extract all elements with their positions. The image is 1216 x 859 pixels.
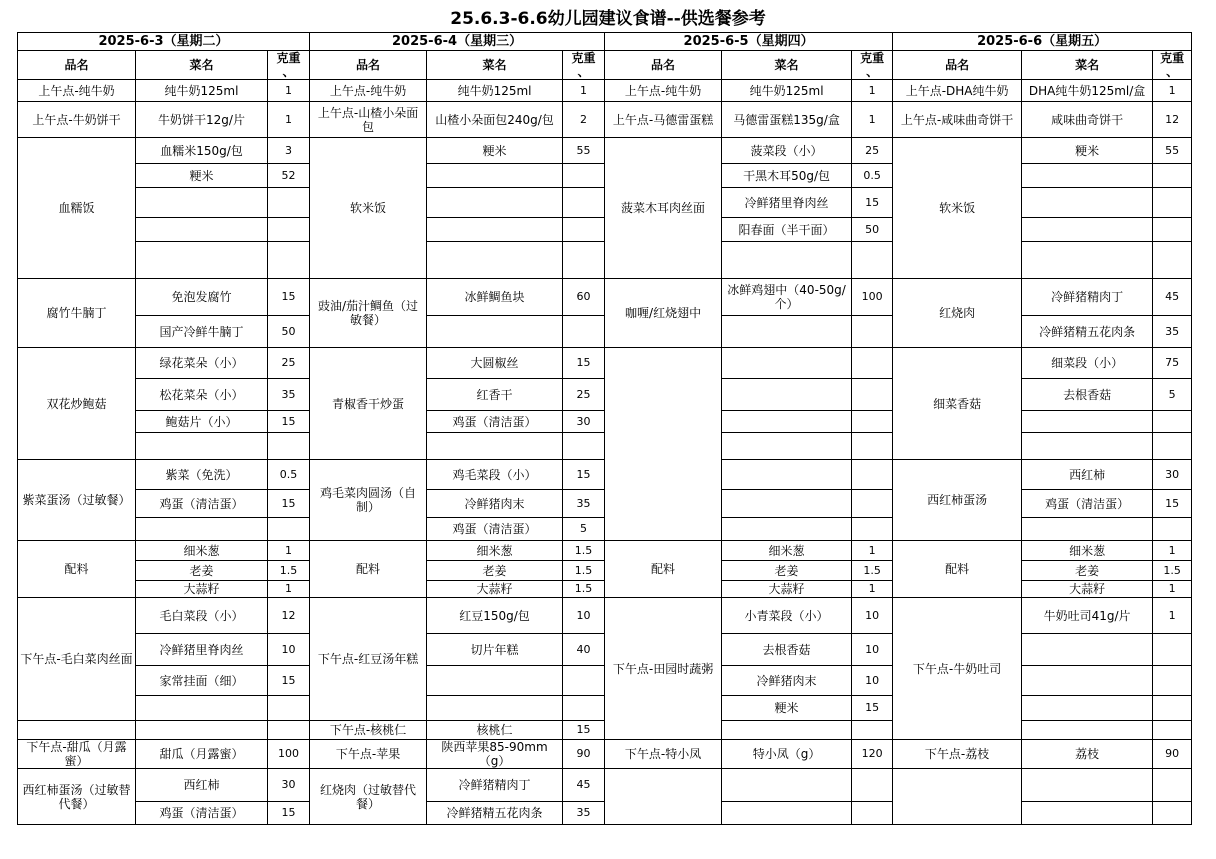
weight-cell[interactable]: 1.5 xyxy=(563,541,605,561)
ingredient-cell[interactable] xyxy=(136,218,268,242)
ingredient-cell[interactable]: 细米葱 xyxy=(136,541,268,561)
column-header-ingredient[interactable]: 菜名 xyxy=(1022,51,1153,80)
ingredient-cell[interactable]: 冷鲜猪里脊肉丝 xyxy=(136,634,268,666)
ingredient-cell[interactable]: 纯牛奶125ml xyxy=(136,80,268,102)
weight-cell[interactable] xyxy=(1153,666,1192,696)
ingredient-cell[interactable] xyxy=(136,721,268,740)
weight-cell[interactable]: 15 xyxy=(563,348,605,379)
weight-cell[interactable]: 100 xyxy=(852,279,893,316)
ingredient-cell[interactable] xyxy=(136,188,268,218)
dish-cell[interactable]: 细菜香菇 xyxy=(893,348,1022,460)
weight-cell[interactable]: 3 xyxy=(268,138,310,164)
ingredient-cell[interactable]: 国产冷鲜牛腩丁 xyxy=(136,316,268,348)
ingredient-cell[interactable] xyxy=(722,379,852,411)
ingredient-cell[interactable]: 甜瓜（月露蜜） xyxy=(136,740,268,769)
ingredient-cell[interactable] xyxy=(1022,433,1153,460)
ingredient-cell[interactable]: 鸡蛋（清洁蛋） xyxy=(427,411,563,433)
ingredient-cell[interactable] xyxy=(722,348,852,379)
ingredient-cell[interactable] xyxy=(722,802,852,825)
column-header-dish[interactable]: 品名 xyxy=(18,51,136,80)
ingredient-cell[interactable] xyxy=(136,518,268,541)
weight-cell[interactable]: 10 xyxy=(268,634,310,666)
dish-cell[interactable]: 软米饭 xyxy=(310,138,427,279)
weight-cell[interactable]: 1 xyxy=(852,80,893,102)
ingredient-cell[interactable]: 牛奶饼干12g/片 xyxy=(136,102,268,138)
weight-cell[interactable] xyxy=(268,242,310,279)
weight-cell[interactable] xyxy=(563,696,605,721)
ingredient-cell[interactable] xyxy=(722,411,852,433)
ingredient-cell[interactable] xyxy=(427,164,563,188)
dish-cell[interactable]: 配料 xyxy=(18,541,136,598)
weight-cell[interactable]: 60 xyxy=(563,279,605,316)
ingredient-cell[interactable]: 老姜 xyxy=(722,561,852,581)
column-header-weight[interactable]: 克重 、 xyxy=(1153,51,1192,80)
ingredient-cell[interactable] xyxy=(722,316,852,348)
ingredient-cell[interactable]: 纯牛奶125ml xyxy=(722,80,852,102)
ingredient-cell[interactable]: 鸡蛋（清洁蛋） xyxy=(136,802,268,825)
ingredient-cell[interactable]: 松花菜朵（小） xyxy=(136,379,268,411)
ingredient-cell[interactable]: 老姜 xyxy=(136,561,268,581)
weight-cell[interactable]: 1 xyxy=(268,102,310,138)
dish-cell[interactable]: 上午点-纯牛奶 xyxy=(18,80,136,102)
weight-cell[interactable]: 1.5 xyxy=(1153,561,1192,581)
weight-cell[interactable]: 2 xyxy=(563,102,605,138)
table-row xyxy=(18,80,1192,102)
ingredient-cell[interactable] xyxy=(1022,666,1153,696)
ingredient-cell[interactable]: 免泡发腐竹 xyxy=(136,279,268,316)
ingredient-cell[interactable]: 冷鲜猪精五花肉条 xyxy=(427,802,563,825)
table-row xyxy=(18,825,1192,853)
weight-cell[interactable]: 35 xyxy=(268,379,310,411)
weight-cell[interactable]: 0.5 xyxy=(852,164,893,188)
dish-cell[interactable]: 血糯饭 xyxy=(18,138,136,279)
weight-cell[interactable]: 10 xyxy=(563,598,605,634)
weight-cell[interactable]: 10 xyxy=(852,634,893,666)
day-date-cell[interactable]: 2025-6-4（星期三） xyxy=(310,33,605,51)
dish-cell[interactable]: 下午点-特小凤 xyxy=(605,740,722,769)
ingredient-cell[interactable] xyxy=(722,518,852,541)
column-header-row xyxy=(18,51,1192,80)
ingredient-cell[interactable]: DHA纯牛奶125ml/盒 xyxy=(1022,80,1153,102)
ingredient-cell[interactable]: 冷鲜猪肉末 xyxy=(427,490,563,518)
weight-cell[interactable] xyxy=(852,769,893,802)
weight-cell[interactable]: 5 xyxy=(1153,379,1192,411)
weight-cell[interactable] xyxy=(1153,433,1192,460)
weight-cell[interactable]: 35 xyxy=(1153,316,1192,348)
weight-cell[interactable] xyxy=(563,188,605,218)
dish-cell[interactable]: 上午点-纯牛奶 xyxy=(605,80,722,102)
weight-cell[interactable]: 15 xyxy=(852,696,893,721)
table-row xyxy=(18,598,1192,634)
weight-cell[interactable]: 55 xyxy=(563,138,605,164)
weight-cell[interactable]: 1 xyxy=(268,581,310,598)
ingredient-cell[interactable]: 切片年糕 xyxy=(427,634,563,666)
dish-cell[interactable]: 下午点-甜瓜（月露蜜） xyxy=(18,740,136,769)
weight-cell[interactable]: 120 xyxy=(852,740,893,769)
ingredient-cell[interactable]: 冰鲜鸡翅中（40-50g/个） xyxy=(722,279,852,316)
day-header-row xyxy=(18,33,1192,51)
weight-cell[interactable]: 0.5 xyxy=(268,460,310,490)
weight-cell[interactable] xyxy=(563,164,605,188)
weight-cell[interactable] xyxy=(852,802,893,825)
ingredient-cell[interactable]: 小青菜段（小） xyxy=(722,598,852,634)
table-row xyxy=(18,279,1192,316)
weight-cell[interactable] xyxy=(268,433,310,460)
dish-cell[interactable]: 紫菜蛋汤（过敏餐） xyxy=(18,460,136,541)
ingredient-cell[interactable]: 冷鲜猪精肉丁 xyxy=(1022,279,1153,316)
ingredient-cell[interactable] xyxy=(136,696,268,721)
weight-cell[interactable]: 10 xyxy=(852,598,893,634)
column-header-ingredient[interactable]: 菜名 xyxy=(136,51,268,80)
ingredient-cell[interactable]: 菠菜段（小） xyxy=(722,138,852,164)
weight-cell[interactable]: 12 xyxy=(268,598,310,634)
column-header-weight[interactable]: 克重 、 xyxy=(563,51,605,80)
dish-cell[interactable]: 下午点-苹果 xyxy=(310,740,427,769)
weight-cell[interactable] xyxy=(852,379,893,411)
weight-cell[interactable]: 15 xyxy=(268,490,310,518)
ingredient-cell[interactable]: 去根香菇 xyxy=(1022,379,1153,411)
ingredient-cell[interactable]: 山楂小朵面包240g/包 xyxy=(427,102,563,138)
dish-cell[interactable]: 菠菜木耳肉丝面 xyxy=(605,138,722,279)
ingredient-cell[interactable]: 鸡毛菜段（小） xyxy=(427,460,563,490)
table-row xyxy=(18,541,1192,561)
weight-cell[interactable]: 45 xyxy=(563,769,605,802)
dish-cell[interactable]: 上午点-马德雷蛋糕 xyxy=(605,102,722,138)
table-row xyxy=(18,102,1192,138)
column-header-weight[interactable]: 克重 、 xyxy=(852,51,893,80)
ingredient-cell[interactable]: 大圆椒丝 xyxy=(427,348,563,379)
dish-cell[interactable] xyxy=(18,721,136,740)
weight-cell[interactable] xyxy=(563,316,605,348)
weight-cell[interactable] xyxy=(1153,634,1192,666)
ingredient-cell[interactable] xyxy=(427,666,563,696)
dish-cell[interactable]: 上午点-咸味曲奇饼干 xyxy=(893,102,1022,138)
ingredient-cell[interactable]: 干黑木耳50g/包 xyxy=(722,164,852,188)
weight-cell[interactable]: 1 xyxy=(563,80,605,102)
dish-cell[interactable]: 腐竹牛腩丁 xyxy=(18,279,136,348)
ingredient-cell[interactable] xyxy=(427,188,563,218)
dish-cell[interactable] xyxy=(605,769,722,825)
ingredient-cell[interactable] xyxy=(136,242,268,279)
dish-cell[interactable]: 双花炒鲍菇 xyxy=(18,348,136,460)
weight-cell[interactable]: 15 xyxy=(268,802,310,825)
weight-cell[interactable]: 35 xyxy=(563,490,605,518)
dish-cell[interactable]: 上午点-纯牛奶 xyxy=(310,80,427,102)
dish-cell[interactable]: 下午点-核桃仁 xyxy=(310,721,427,740)
table-row xyxy=(18,138,1192,164)
column-header-dish[interactable]: 品名 xyxy=(605,51,722,80)
ingredient-cell[interactable]: 鸡蛋（清洁蛋） xyxy=(136,490,268,518)
dish-cell[interactable]: 咖喱/红烧翅中 xyxy=(605,279,722,348)
ingredient-cell[interactable]: 大蒜籽 xyxy=(722,581,852,598)
ingredient-cell[interactable]: 大蒜籽 xyxy=(136,581,268,598)
dish-cell[interactable]: 配料 xyxy=(893,541,1022,598)
weight-cell[interactable]: 1 xyxy=(1153,581,1192,598)
weight-cell[interactable]: 1 xyxy=(1153,80,1192,102)
weight-cell[interactable]: 10 xyxy=(852,666,893,696)
ingredient-cell[interactable] xyxy=(427,242,563,279)
ingredient-cell[interactable]: 牛奶吐司41g/片 xyxy=(1022,598,1153,634)
weight-cell[interactable]: 15 xyxy=(852,188,893,218)
ingredient-cell[interactable] xyxy=(722,460,852,490)
ingredient-cell[interactable]: 阳春面（半干面） xyxy=(722,218,852,242)
ingredient-cell[interactable] xyxy=(136,433,268,460)
weight-cell[interactable]: 55 xyxy=(1153,138,1192,164)
weight-cell[interactable] xyxy=(268,696,310,721)
dish-cell[interactable]: 青椒香干炒蛋 xyxy=(310,348,427,460)
weight-cell[interactable]: 100 xyxy=(268,740,310,769)
day-date-cell[interactable]: 2025-6-5（星期四） xyxy=(605,33,893,51)
weight-cell[interactable]: 30 xyxy=(1153,460,1192,490)
ingredient-cell[interactable]: 老姜 xyxy=(1022,561,1153,581)
dish-cell[interactable]: 鸡毛菜肉圆汤（自制） xyxy=(310,460,427,541)
ingredient-cell[interactable] xyxy=(427,433,563,460)
ingredient-cell[interactable]: 血糯米150g/包 xyxy=(136,138,268,164)
weight-cell[interactable]: 90 xyxy=(563,740,605,769)
weight-cell[interactable] xyxy=(268,518,310,541)
weight-cell[interactable] xyxy=(563,218,605,242)
weight-cell[interactable]: 1.5 xyxy=(268,561,310,581)
ingredient-cell[interactable]: 咸味曲奇饼干 xyxy=(1022,102,1153,138)
weight-cell[interactable]: 75 xyxy=(1153,348,1192,379)
ingredient-cell[interactable]: 红豆150g/包 xyxy=(427,598,563,634)
weight-cell[interactable] xyxy=(563,433,605,460)
weight-cell[interactable]: 52 xyxy=(268,164,310,188)
weight-cell[interactable]: 30 xyxy=(268,769,310,802)
weight-cell[interactable]: 1.5 xyxy=(563,581,605,598)
ingredient-cell[interactable]: 鸡蛋（清洁蛋） xyxy=(427,518,563,541)
ingredient-cell[interactable]: 毛白菜段（小） xyxy=(136,598,268,634)
ingredient-cell[interactable]: 特小凤（g） xyxy=(722,740,852,769)
dish-cell[interactable]: 软米饭 xyxy=(893,138,1022,279)
dish-cell[interactable]: 配料 xyxy=(605,541,722,598)
ingredient-cell[interactable]: 粳米 xyxy=(136,164,268,188)
ingredient-cell[interactable]: 老姜 xyxy=(427,561,563,581)
ingredient-cell[interactable] xyxy=(1022,634,1153,666)
table-row xyxy=(18,348,1192,379)
column-header-weight[interactable]: 克重 、 xyxy=(268,51,310,80)
ingredient-cell[interactable] xyxy=(1022,188,1153,218)
ingredient-cell[interactable] xyxy=(427,696,563,721)
weight-cell[interactable] xyxy=(268,218,310,242)
weight-cell[interactable]: 12 xyxy=(1153,102,1192,138)
weight-cell[interactable]: 40 xyxy=(563,634,605,666)
weight-cell[interactable]: 1 xyxy=(852,581,893,598)
weight-cell[interactable] xyxy=(1153,242,1192,279)
table-row xyxy=(18,740,1192,769)
weight-cell[interactable] xyxy=(852,316,893,348)
ingredient-cell[interactable]: 荔枝 xyxy=(1022,740,1153,769)
ingredient-cell[interactable] xyxy=(1022,721,1153,740)
ingredient-cell[interactable] xyxy=(1022,164,1153,188)
dish-cell[interactable] xyxy=(605,348,722,541)
ingredient-cell[interactable] xyxy=(722,721,852,740)
weight-cell[interactable]: 1 xyxy=(1153,541,1192,561)
weight-cell[interactable] xyxy=(852,721,893,740)
dish-cell[interactable]: 红烧肉（过敏替代餐） xyxy=(310,769,427,825)
ingredient-cell[interactable]: 西红柿 xyxy=(136,769,268,802)
ingredient-cell[interactable]: 西红柿 xyxy=(1022,460,1153,490)
column-header-dish[interactable]: 品名 xyxy=(310,51,427,80)
ingredient-cell[interactable]: 家常挂面（细） xyxy=(136,666,268,696)
weight-cell[interactable]: 15 xyxy=(268,411,310,433)
ingredient-cell[interactable]: 核桃仁 xyxy=(427,721,563,740)
ingredient-cell[interactable] xyxy=(722,490,852,518)
weight-cell[interactable]: 30 xyxy=(563,411,605,433)
dish-cell[interactable]: 下午点-红豆汤年糕 xyxy=(310,598,427,721)
weight-cell[interactable]: 25 xyxy=(563,379,605,411)
weight-cell[interactable]: 15 xyxy=(268,279,310,316)
ingredient-cell[interactable]: 粳米 xyxy=(1022,138,1153,164)
ingredient-cell[interactable]: 紫菜（免洗） xyxy=(136,460,268,490)
dish-cell[interactable]: 下午点-田园时蔬粥 xyxy=(605,598,722,740)
weight-cell[interactable] xyxy=(1153,218,1192,242)
dish-cell[interactable]: 上午点-牛奶饼干 xyxy=(18,102,136,138)
ingredient-cell[interactable] xyxy=(1022,242,1153,279)
weight-cell[interactable] xyxy=(852,242,893,279)
ingredient-cell[interactable]: 去根香菇 xyxy=(722,634,852,666)
weight-cell[interactable] xyxy=(1153,518,1192,541)
weight-cell[interactable]: 50 xyxy=(268,316,310,348)
ingredient-cell[interactable]: 冷鲜猪精肉丁 xyxy=(427,769,563,802)
column-header-ingredient[interactable]: 菜名 xyxy=(722,51,852,80)
ingredient-cell[interactable] xyxy=(722,433,852,460)
dish-cell[interactable]: 下午点-牛奶吐司 xyxy=(893,598,1022,740)
weight-cell[interactable]: 90 xyxy=(1153,740,1192,769)
weight-cell[interactable] xyxy=(268,721,310,740)
weight-cell[interactable] xyxy=(1153,164,1192,188)
column-header-dish[interactable]: 品名 xyxy=(893,51,1022,80)
weight-cell[interactable]: 1 xyxy=(852,541,893,561)
page-title: 25.6.3-6.6幼儿园建议食谱--供选餐参考 xyxy=(450,9,766,29)
ingredient-cell[interactable]: 粳米 xyxy=(722,696,852,721)
weight-cell[interactable]: 25 xyxy=(852,138,893,164)
ingredient-cell[interactable]: 绿花菜朵（小） xyxy=(136,348,268,379)
weight-cell[interactable] xyxy=(563,242,605,279)
dish-cell[interactable]: 上午点-山楂小朵面包 xyxy=(310,102,427,138)
day-date-cell[interactable]: 2025-6-6（星期五） xyxy=(893,33,1192,51)
weight-cell[interactable]: 1 xyxy=(268,541,310,561)
dish-cell[interactable]: 西红柿蛋汤 xyxy=(893,460,1022,541)
weight-cell[interactable] xyxy=(852,411,893,433)
ingredient-cell[interactable]: 陕西苹果85-90mm（g） xyxy=(427,740,563,769)
ingredient-cell[interactable] xyxy=(1022,696,1153,721)
ingredient-cell[interactable] xyxy=(1022,411,1153,433)
ingredient-cell[interactable]: 鸡蛋（清洁蛋） xyxy=(1022,490,1153,518)
ingredient-cell[interactable]: 红香干 xyxy=(427,379,563,411)
ingredient-cell[interactable]: 马德雷蛋糕135g/盒 xyxy=(722,102,852,138)
dish-cell[interactable]: 豉油/茄汁鲷鱼（过敏餐） xyxy=(310,279,427,348)
weight-cell[interactable]: 15 xyxy=(563,721,605,740)
weight-cell[interactable]: 1.5 xyxy=(852,561,893,581)
weight-cell[interactable]: 15 xyxy=(1153,490,1192,518)
ingredient-cell[interactable]: 细米葱 xyxy=(427,541,563,561)
ingredient-cell[interactable]: 粳米 xyxy=(427,138,563,164)
ingredient-cell[interactable]: 大蒜籽 xyxy=(427,581,563,598)
weight-cell[interactable] xyxy=(1153,188,1192,218)
weight-cell[interactable]: 15 xyxy=(268,666,310,696)
day-date-cell[interactable]: 2025-6-3（星期二） xyxy=(18,33,310,51)
dish-cell[interactable]: 配料 xyxy=(310,541,427,598)
ingredient-cell[interactable]: 冷鲜猪里脊肉丝 xyxy=(722,188,852,218)
weight-cell[interactable]: 1.5 xyxy=(563,561,605,581)
weight-cell[interactable] xyxy=(1153,411,1192,433)
weight-cell[interactable] xyxy=(1153,802,1192,825)
ingredient-cell[interactable]: 纯牛奶125ml xyxy=(427,80,563,102)
weight-cell[interactable] xyxy=(563,666,605,696)
weight-cell[interactable]: 1 xyxy=(268,80,310,102)
weight-cell[interactable]: 1 xyxy=(852,102,893,138)
ingredient-cell[interactable] xyxy=(722,769,852,802)
ingredient-cell[interactable] xyxy=(1022,802,1153,825)
weight-cell[interactable] xyxy=(852,460,893,490)
table-row xyxy=(18,769,1192,802)
ingredient-cell[interactable] xyxy=(722,242,852,279)
weight-cell[interactable]: 25 xyxy=(268,348,310,379)
dish-cell[interactable]: 下午点-毛白菜肉丝面 xyxy=(18,598,136,721)
ingredient-cell[interactable] xyxy=(1022,218,1153,242)
weight-cell[interactable] xyxy=(852,518,893,541)
weight-cell[interactable] xyxy=(268,188,310,218)
ingredient-cell[interactable]: 细米葱 xyxy=(1022,541,1153,561)
ingredient-cell[interactable]: 大蒜籽 xyxy=(1022,581,1153,598)
weight-cell[interactable] xyxy=(1153,769,1192,802)
ingredient-cell[interactable]: 细米葱 xyxy=(722,541,852,561)
weight-cell[interactable] xyxy=(852,348,893,379)
ingredient-cell[interactable]: 冷鲜猪肉末 xyxy=(722,666,852,696)
ingredient-cell[interactable]: 细菜段（小） xyxy=(1022,348,1153,379)
weight-cell[interactable]: 5 xyxy=(563,518,605,541)
ingredient-cell[interactable] xyxy=(427,316,563,348)
ingredient-cell[interactable]: 鲍菇片（小） xyxy=(136,411,268,433)
weight-cell[interactable] xyxy=(1153,696,1192,721)
weight-cell[interactable] xyxy=(1153,721,1192,740)
dish-cell[interactable]: 下午点-荔枝 xyxy=(893,740,1022,769)
weight-cell[interactable] xyxy=(852,433,893,460)
ingredient-cell[interactable]: 冷鲜猪精五花肉条 xyxy=(1022,316,1153,348)
weight-cell[interactable]: 45 xyxy=(1153,279,1192,316)
menu-table xyxy=(17,32,1192,853)
ingredient-cell[interactable] xyxy=(427,218,563,242)
dish-cell[interactable] xyxy=(893,769,1022,825)
weight-cell[interactable]: 50 xyxy=(852,218,893,242)
dish-cell[interactable]: 上午点-DHA纯牛奶 xyxy=(893,80,1022,102)
weight-cell[interactable]: 1 xyxy=(1153,598,1192,634)
dish-cell[interactable]: 红烧肉 xyxy=(893,279,1022,348)
weight-cell[interactable]: 15 xyxy=(563,460,605,490)
ingredient-cell[interactable]: 冰鲜鲷鱼块 xyxy=(427,279,563,316)
ingredient-cell[interactable] xyxy=(1022,769,1153,802)
weight-cell[interactable] xyxy=(852,490,893,518)
weight-cell[interactable]: 35 xyxy=(563,802,605,825)
dish-cell[interactable]: 西红柿蛋汤（过敏替代餐） xyxy=(18,769,136,825)
ingredient-cell[interactable] xyxy=(1022,518,1153,541)
column-header-ingredient[interactable]: 菜名 xyxy=(427,51,563,80)
